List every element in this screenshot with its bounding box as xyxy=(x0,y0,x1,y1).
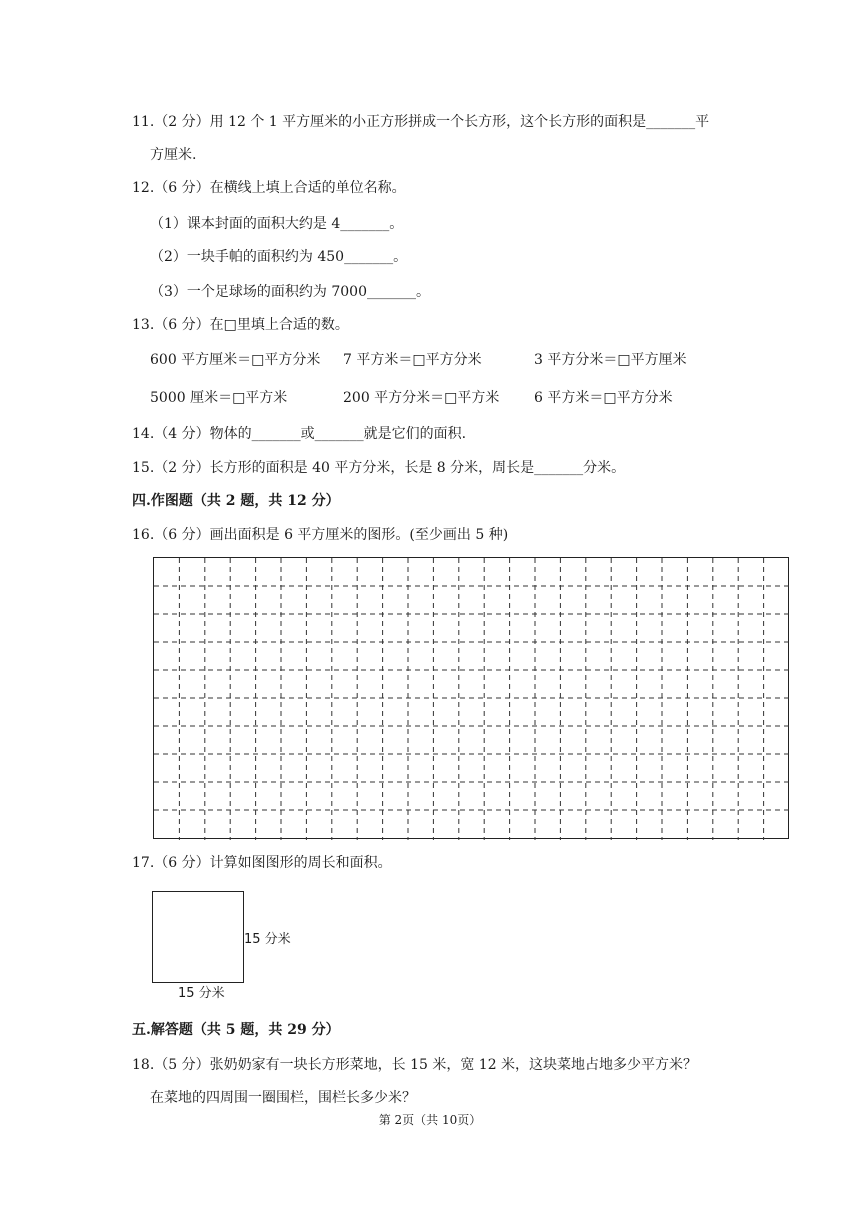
q12-part1: （1）课本封面的面积大约是 4_______。 xyxy=(150,216,404,232)
q13-stem: 13.（6 分）在□里填上合适的数。 xyxy=(132,317,349,333)
q12-stem: 12.（6 分）在横线上填上合适的单位名称。 xyxy=(132,180,406,196)
page-footer: 第 2页（共 10页） xyxy=(378,1113,482,1127)
q12-part3: （3）一个足球场的面积约为 7000_______。 xyxy=(150,284,430,300)
q18-line1: 18.（5 分）张奶奶家有一块长方形菜地，长 15 米，宽 12 米，这块菜地占地多少平方米？ xyxy=(132,1057,698,1073)
grid-lines xyxy=(154,558,790,840)
q13-r1c3: 3 平方分米＝□平方厘米 xyxy=(534,352,687,368)
q12-part2: （2）一块手帕的面积约为 450_______。 xyxy=(150,249,408,265)
q16-text: 16.（6 分）画出面积是 6 平方厘米的图形。(至少画出 5 种) xyxy=(132,527,509,543)
side-label-right: 15 分米 xyxy=(244,932,291,947)
square-figure xyxy=(152,891,244,983)
drawing-grid xyxy=(153,557,789,839)
q11-line1: 11.（2 分）用 12 个 1 平方厘米的小正方形拼成一个长方形，这个长方形的面积是_______平 xyxy=(132,114,710,130)
section4-title: 四.作图题（共 2 题，共 12 分） xyxy=(132,493,340,509)
q18-line2: 在菜地的四周围一圈围栏，围栏长多少米？ xyxy=(150,1090,416,1106)
q13-r2c3: 6 平方米＝□平方分米 xyxy=(534,390,673,406)
q13-r1c1: 600 平方厘米＝□平方分米 xyxy=(150,352,321,368)
q11-line2: 方厘米. xyxy=(150,147,197,163)
q14-text: 14.（4 分）物体的_______或_______就是它们的面积. xyxy=(132,426,467,442)
section5-title: 五.解答题（共 5 题，共 29 分） xyxy=(132,1022,340,1038)
q13-r2c1: 5000 厘米＝□平方米 xyxy=(150,390,288,406)
q13-r2c2: 200 平方分米＝□平方米 xyxy=(343,390,500,406)
q17-text: 17.（6 分）计算如图图形的周长和面积。 xyxy=(132,855,392,871)
q15-text: 15.（2 分）长方形的面积是 40 平方分米，长是 8 分米，周长是_______分米。 xyxy=(132,460,626,476)
q13-r1c2: 7 平方米＝□平方分米 xyxy=(343,352,482,368)
side-label-bottom: 15 分米 xyxy=(178,986,225,1001)
